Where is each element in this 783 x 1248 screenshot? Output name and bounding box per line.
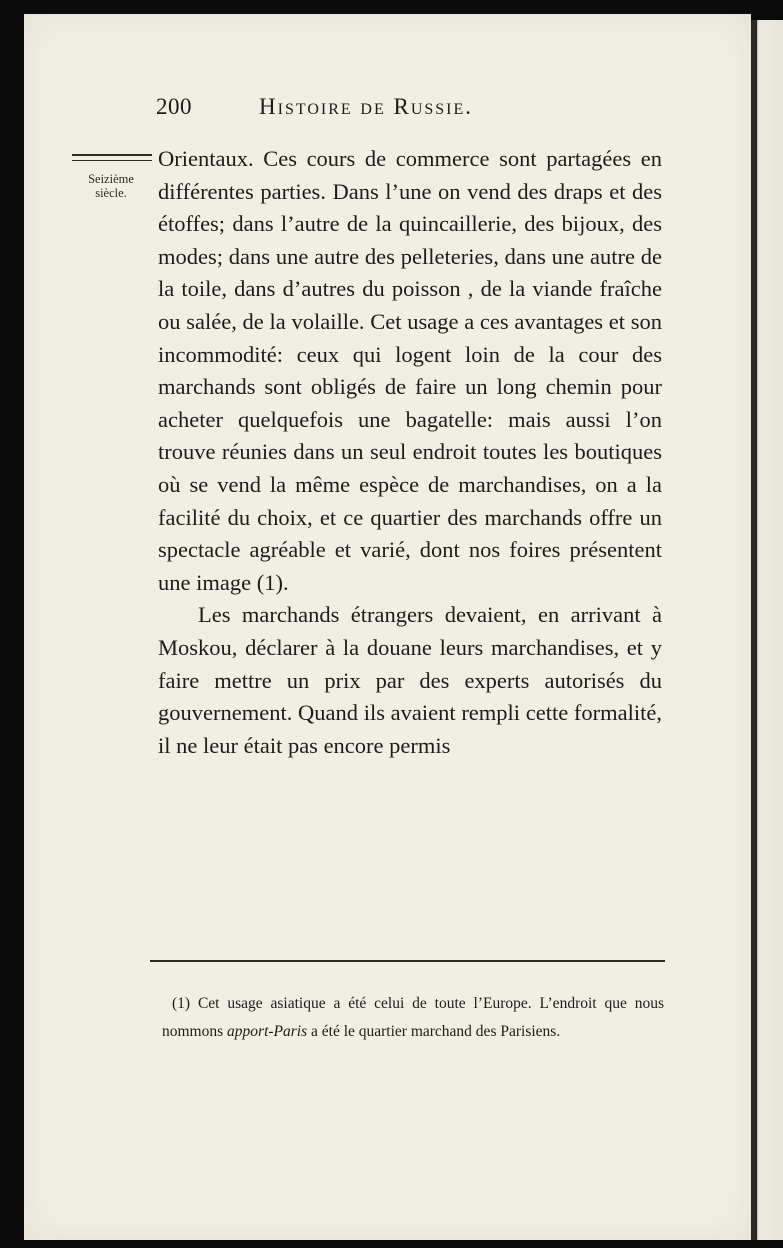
body-text: [158, 143, 662, 762]
margin-note: [76, 172, 146, 200]
footnote-marker: (1): [172, 995, 191, 1012]
page-number: 200: [156, 94, 192, 119]
margin-rule: [72, 154, 152, 161]
page-edge: [751, 20, 783, 1240]
margin-note-line2: siècle.: [95, 186, 127, 200]
page-header: [156, 92, 666, 132]
margin-note-line1: Seizième: [88, 172, 134, 186]
footnote-italic: apport-Paris: [227, 1023, 308, 1040]
running-title: Histoire de Russie.: [259, 94, 474, 119]
footnote: [162, 990, 664, 1046]
paragraph-1: Orientaux. Ces cours de commerce sont partagées en différentes parties. Dans l’une on vend des draps et des étoffes; dans l’autre de la quincaillerie, des bijoux, des modes; dans une autre des pelleteries, dans une autre de la toile, dans d’autres du poisson , de la viande fraîche ou salée, de la volaille. Cet usage a ces avantages et son incommodité: ceux qui logent loin de la cour des marchands sont obligés de faire un long chemin pour acheter quelquefois une bagatelle: mais aussi l’on trouve réunies dans un seul endroit toutes les boutiques où se vend la même espèce de marchandises, on a la facilité du choix, et ce quartier des marchands offre un spectacle agréable et varié, dont nos foires présentent une image (1).: [158, 146, 662, 595]
footnote-rule: [150, 960, 665, 962]
footnote-text-before: Cet usage asiatique a été celui de toute l’Europe. L’endroit que nous nommons: [162, 995, 664, 1040]
paragraph-2: Les marchands étrangers devaient, en arrivant à Moskou, déclarer à la douane leurs marchandises, et y faire mettre un prix par des experts autorisés du gouvernement. Quand ils avaient rempli cette formalité, il ne leur était pas encore permis: [158, 602, 662, 758]
footnote-text-after: a été le quartier marchand des Parisiens.: [311, 1023, 561, 1040]
